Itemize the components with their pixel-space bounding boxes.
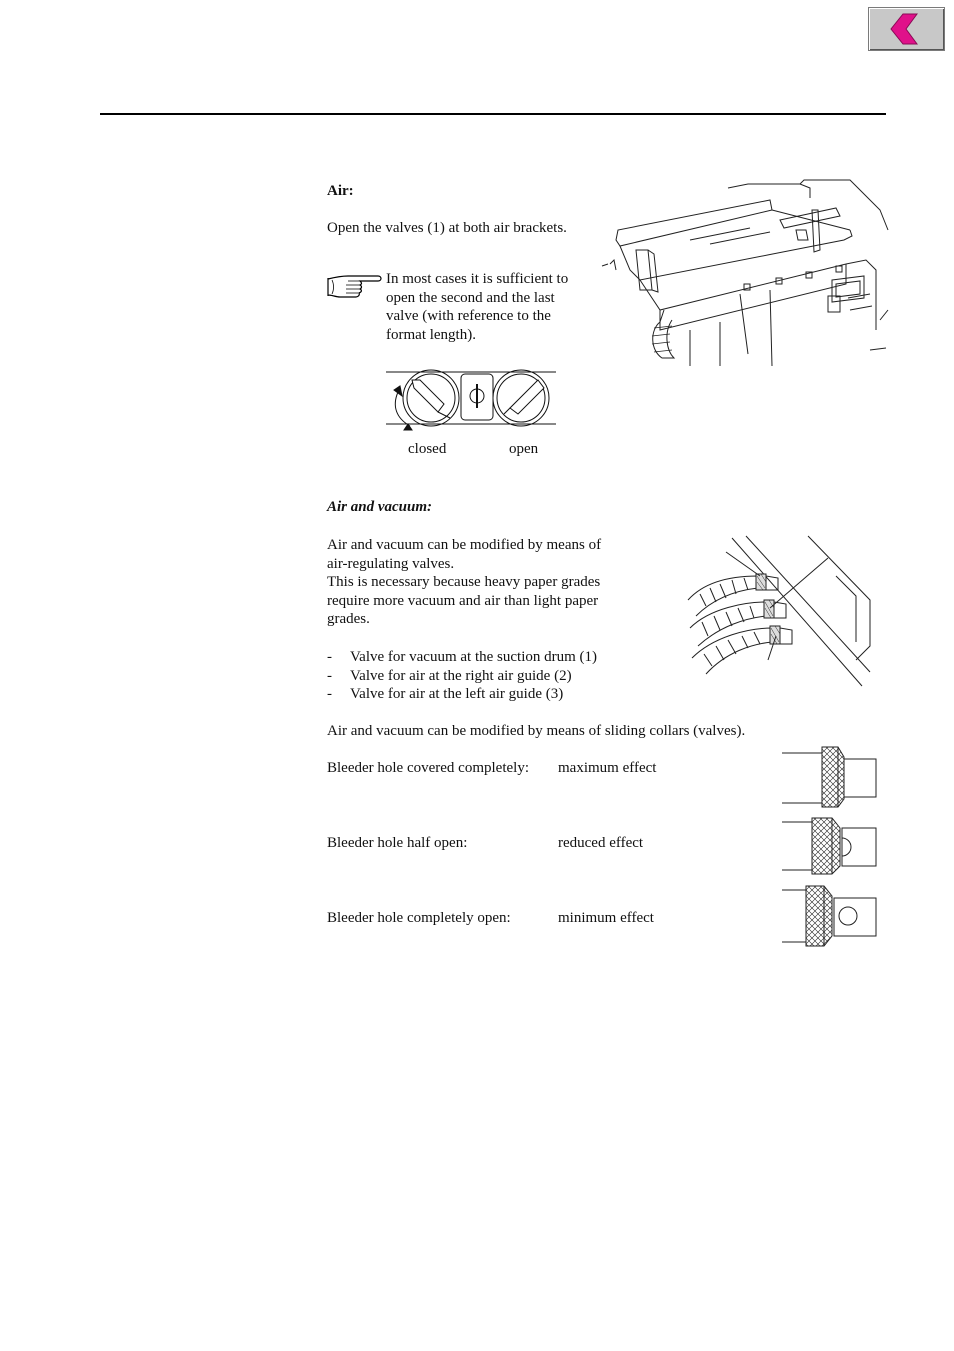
para-line: This is necessary because heavy paper grades [327,574,601,590]
bleeder-effect-minimum: minimum effect [558,910,654,926]
bleeder-label-open: Bleeder hole completely open: [327,910,511,926]
collar-half-open-diagram [782,816,878,876]
bleeder-label-half: Bleeder hole half open: [327,835,468,851]
note-line: format length). [386,326,476,343]
valve-open-label: open [509,441,539,457]
valve-list: - Valve for vacuum at the suction drum (1) - Valve for air at the right air guide (2) - Valve for air at the left air guide (3) [327,649,598,702]
para-line: require more vacuum and air than light paper [327,592,599,609]
valve-closed-label: closed [408,441,447,457]
air-vacuum-paragraph [327,536,601,629]
bleeder-label-covered: Bleeder hole covered completely: [327,760,529,776]
valve-positions-diagram [386,370,558,430]
air-heading: Air: [327,183,354,199]
chevron-left-icon [889,12,923,46]
air-note [386,270,568,344]
collar-covered-diagram [782,745,878,809]
bleeder-effect-maximum: maximum effect [558,760,657,776]
header-rule [100,113,886,115]
note-line: open the second and the last [386,289,555,306]
para-line: air-regulating valves. [327,555,455,572]
pointing-hand-icon [326,272,384,300]
note-line: In most cases it is sufficient to [386,271,569,287]
note-line: valve (with reference to the [386,308,551,324]
para-line: Air and vacuum can be modified by means of [327,537,602,553]
sliding-collars-text: Air and vacuum can be modified by means of sliding collars (valves). [327,723,746,739]
air-bracket-illustration [600,180,888,370]
collar-open-diagram [782,884,878,948]
back-button[interactable] [868,7,945,51]
regulating-valves-illustration [686,536,870,692]
air-instruction: Open the valves (1) at both air brackets. [327,220,567,236]
para-line: grades. [327,611,370,627]
air-vacuum-heading: Air and vacuum: [327,499,433,515]
bleeder-effect-reduced: reduced effect [558,835,644,851]
